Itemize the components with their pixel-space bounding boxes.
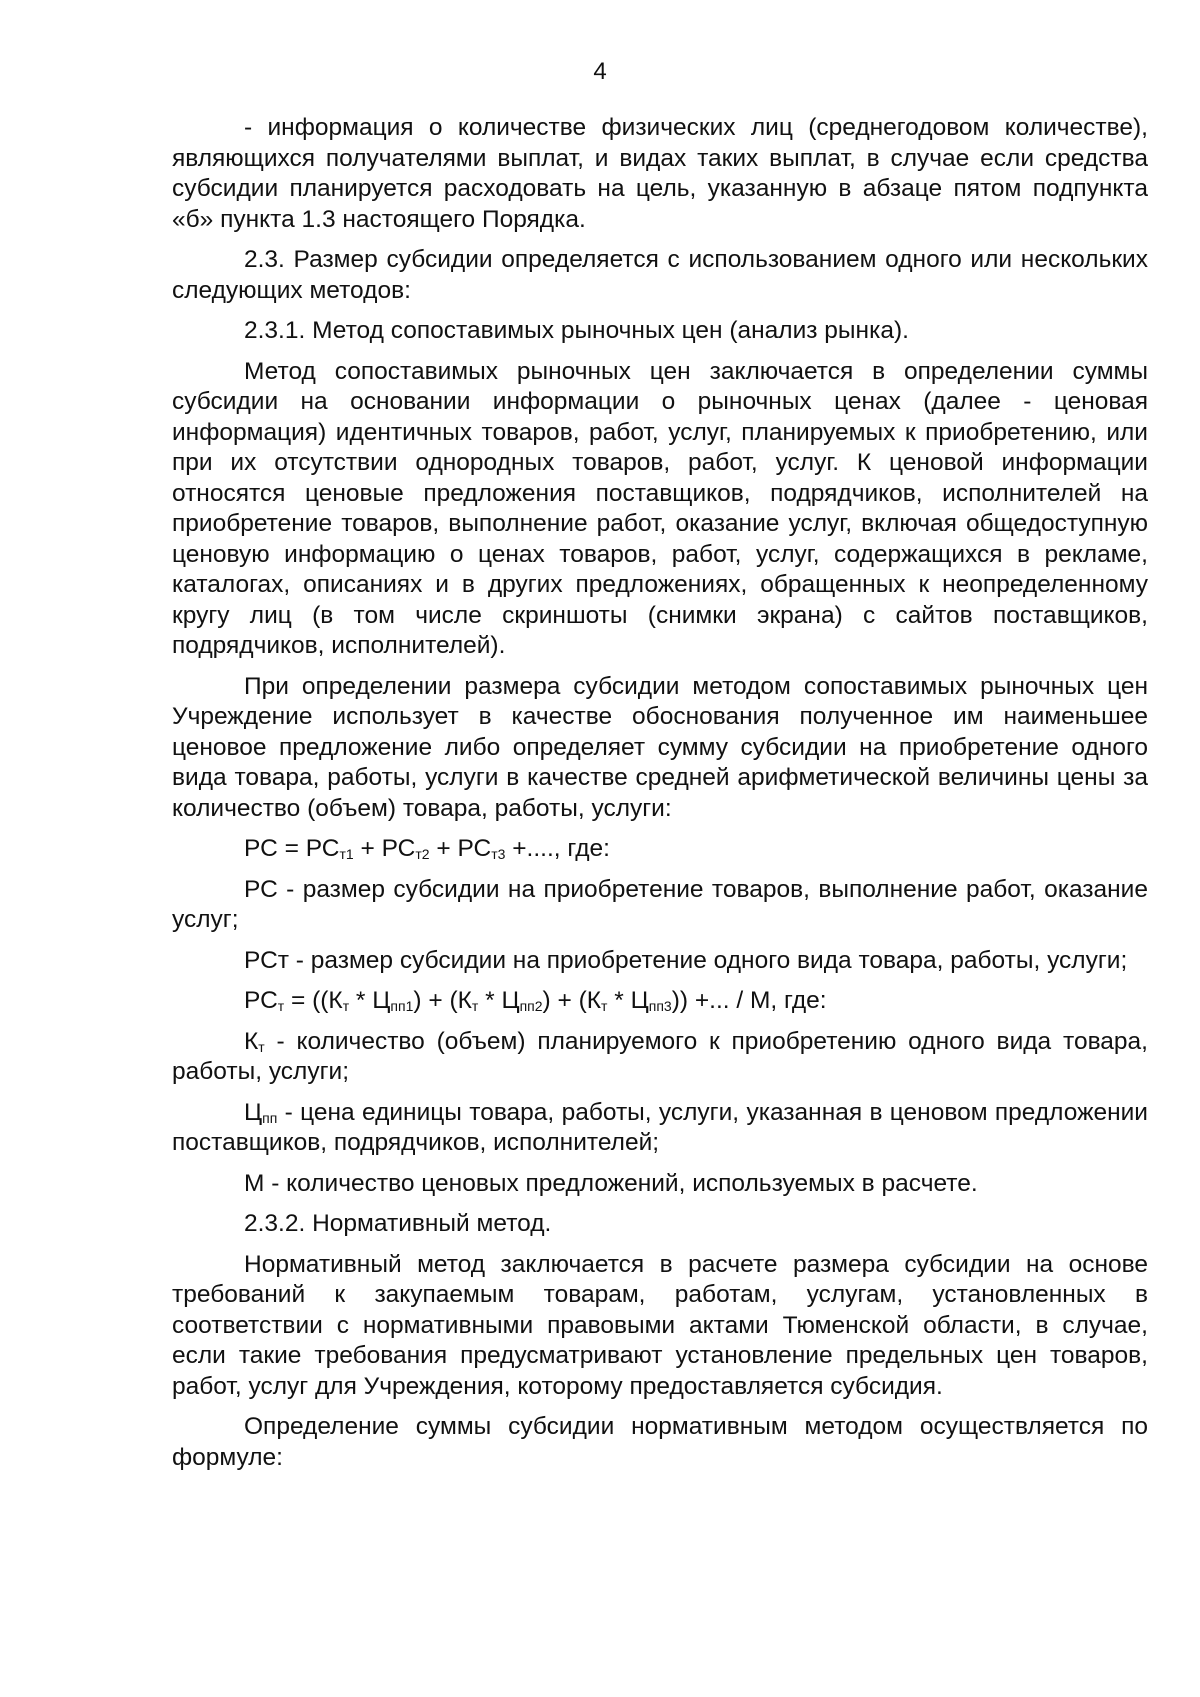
formula-text: РС <box>457 835 492 862</box>
paragraph-recipients-info: - информация о количестве физических лиц (среднегодовом количестве), являющихся получателями выплат, и видах таких выплат, в случае если средства субсидии планируется расходовать на цель, указанную в абзаце пятом подпункта «б» пункта 1.3 настоящего Порядка. <box>172 114 1148 233</box>
symbol: К <box>244 1027 259 1055</box>
definition-m: М - количество ценовых предложений, используемых в расчете. <box>244 1169 978 1197</box>
formula-text: РС <box>305 835 340 862</box>
formula-subscript: т <box>601 998 608 1014</box>
formula-subscript: пп3 <box>648 998 672 1014</box>
paragraph-2-3-1: 2.3.1. Метод сопоставимых рыночных цен (анализ рынка). <box>244 317 909 344</box>
formula-text: ) + (К <box>542 987 602 1014</box>
formula-subscript: т <box>471 998 479 1014</box>
definition-cpp <box>172 1098 1148 1159</box>
formula-subscript: т1 <box>339 846 354 862</box>
definition-text: - количество (объем) планируемого к приобретению одного вида товара, работы, услуги; <box>172 1027 1148 1085</box>
formula-text: * Ц <box>607 987 649 1014</box>
formula-text: + <box>429 835 458 862</box>
formula-subscript: пп1 <box>390 998 414 1014</box>
definition-kt <box>172 1027 1148 1088</box>
symbol-subscript: пп <box>262 1109 278 1126</box>
formula-subscript: т <box>277 998 285 1014</box>
formula-subscript: т <box>342 998 350 1014</box>
formula-text: ) + (К <box>413 987 472 1014</box>
paragraph-market-method-description: Метод сопоставимых рыночных цен заключается в определении суммы субсидии на основании информации о рыночных ценах (далее - ценовая информация) идентичных товаров, работ, услуг, планируемых к приобретению, или при их отсутствии однородных товаров, работ, услуг. К ценовой информации относятся ценовые предложения поставщиков, подрядчиков, исполнителей на приобретение товаров, выполнение работ, оказание услуг, включая общедоступную ценовую информацию о ценах товаров, работ, услуг, содержащихся в рекламе, каталогах, описаниях и в других предложениях, обращенных к неопределенному кругу лиц (в том числе скриншоты (снимки экрана) с сайтов поставщиков, подрядчиков, исполнителей). <box>172 357 1148 659</box>
definition-rs: РС - размер субсидии на приобретение товаров, выполнение работ, оказание услуг; <box>172 875 1148 933</box>
paragraph-normative-method-formula-intro: Определение суммы субсидии нормативным методом осуществляется по формуле: <box>172 1413 1148 1471</box>
formula-subscript: т2 <box>415 846 430 862</box>
formula-text: РС <box>244 987 278 1014</box>
paragraph-market-method-application: При определении размера субсидии методом сопоставимых рыночных цен Учреждение использует в качестве обоснования полученное им наименьшее ценовое предложение либо определяет сумму субсидии на приобретение одного вида товара, работы, услуги в качестве средней арифметической величины цены за количество (объем) товара, работы, услуги: <box>172 672 1148 822</box>
formula-text: РС = <box>244 835 306 862</box>
formula-text: +...., где: <box>505 835 610 862</box>
page-number: 4 <box>593 58 607 85</box>
paragraph-normative-method-description: Нормативный метод заключается в расчете размера субсидии на основе требований к закупаемым товарам, работам, услугам, установленных в соответствии с нормативными правовыми актами Тюменской области, в случае, если такие требования предусматривают установление предельных цен товаров, работ, услуг для Учреждения, которому предоставляется субсидия. <box>172 1250 1148 1400</box>
paragraph-2-3-2: 2.3.2. Нормативный метод. <box>244 1210 552 1237</box>
definition-text: - цена единицы товара, работы, услуги, указанная в ценовом предложении поставщиков, подрядчиков, исполнителей; <box>172 1098 1148 1156</box>
formula-text: РС <box>381 835 416 862</box>
formula-text: * Ц <box>349 987 391 1014</box>
formula-text: + <box>353 835 382 862</box>
formula-text: = ((К <box>284 987 343 1014</box>
formula-text: )) +... / М, где: <box>671 987 827 1014</box>
formula-subscript: пп2 <box>519 998 543 1014</box>
formula-subscript: т3 <box>491 846 506 862</box>
symbol: Ц <box>244 1098 263 1126</box>
definition-rst: РСт - размер субсидии на приобретение одного вида товара, работы, услуги; <box>244 946 1128 974</box>
formula-text: * Ц <box>478 987 520 1014</box>
document-body <box>172 113 1148 1483</box>
paragraph-2-3: 2.3. Размер субсидии определяется с использованием одного или нескольких следующих методов: <box>172 246 1148 304</box>
formula-subsidy-per-item <box>172 986 1148 1017</box>
symbol-subscript: т <box>258 1038 265 1055</box>
formula-total-subsidy <box>172 834 1148 865</box>
